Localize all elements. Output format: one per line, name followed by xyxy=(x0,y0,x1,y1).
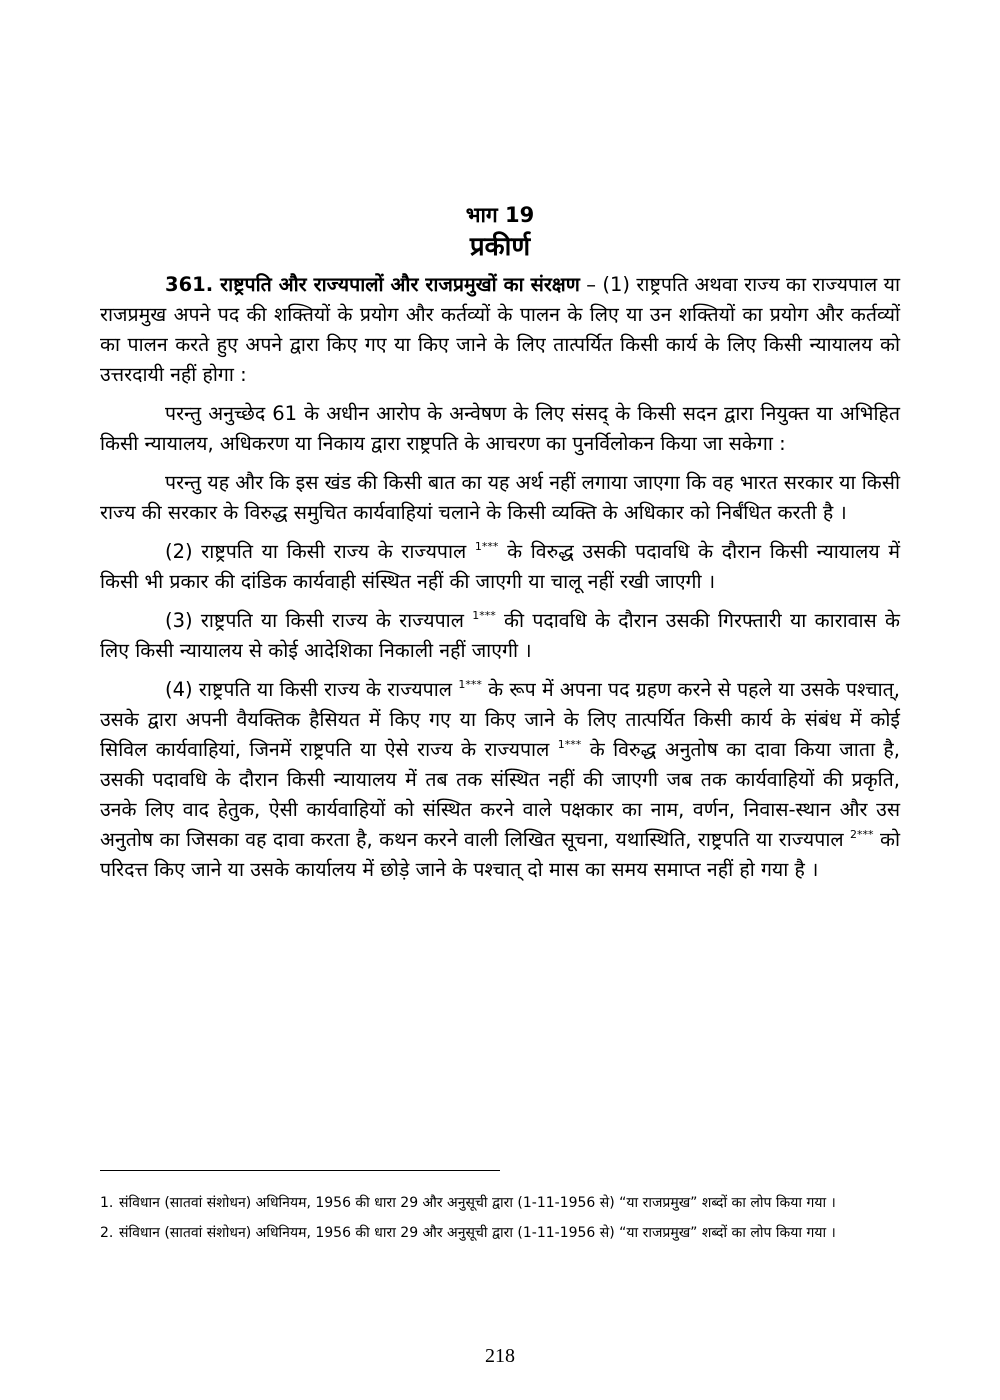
clause-4-text-a: (4) राष्ट्रपति या किसी राज्य के राज्यपाल xyxy=(165,678,459,701)
clause-2-text-b: के विरुद्ध उसकी पदावधि के दौरान किसी न्यायालय में किसी भी प्रकार की दांडिक कार्यवाही संस्थित नहीं की जाएगी या चालू नहीं रखी जाएगी । xyxy=(100,540,901,593)
document-body xyxy=(100,200,900,894)
clause-3 xyxy=(100,606,900,666)
part-number: भाग 19 xyxy=(465,203,535,227)
clause-3-text-a: (3) राष्ट्रपति या किसी राज्य के राज्यपाल xyxy=(165,609,473,632)
footnote-ref: 1*** xyxy=(557,738,582,751)
footnote-number: 1. xyxy=(100,1195,114,1211)
article-361-clause-1 xyxy=(100,270,900,390)
footnote-text: संविधान (सातवां संशोधन) अधिनियम, 1956 की धारा 29 और अनुसूची द्वारा (1-11-1956 से) “या राजप्रमुख” शब्दों का लोप किया गया । xyxy=(119,1225,836,1241)
footnote-1 xyxy=(100,1190,900,1216)
part-title: प्रकीर्ण xyxy=(469,232,531,262)
clause-1-text: (1) राष्ट्रपति अथवा राज्य का राज्यपाल या राजप्रमुख अपने पद की शक्तियों के प्रयोग और कर्तव्यों के पालन के लिए या उन शक्तियों का प्रयोग और कर्तव्यों का पालन करते हुए अपने द्वारा किए गए या किए जाने के लिए तात्पर्यित किसी कार्य के लिए किसी न्यायालय को उत्तरदायी नहीं होगा : xyxy=(100,273,900,386)
proviso-1: परन्तु अनुच्छेद 61 के अधीन आरोप के अन्वेषण के लिए संसद् के किसी सदन द्वारा नियुक्त या अभिहित किसी न्यायालय, अधिकरण या निकाय द्वारा राष्ट्रपति के आचरण का पुनर्विलोकन किया जा सकेगा : xyxy=(100,402,900,455)
heading-dash: – xyxy=(579,273,603,296)
footnote-2 xyxy=(100,1220,900,1246)
clause-4-text-b: के रूप में अपना पद ग्रहण करने से पहले या उसके पश्चात्, उसके द्वारा अपनी वैयक्तिक हैसियत में किए गए या किए जाने के लिए तात्पर्यित किसी कार्य के संबंध में कोई सिविल कार्यवाहियां, जिनमें राष्ट्रपति या ऐसे राज्य के राज्यपाल xyxy=(100,678,900,761)
footnote-ref: 2*** xyxy=(850,828,874,841)
clause-2-text-a: (2) राष्ट्रपति या किसी राज्य के राज्यपाल xyxy=(165,540,475,563)
footnote-text: संविधान (सातवां संशोधन) अधिनियम, 1956 की धारा 29 और अनुसूची द्वारा (1-11-1956 से) “या राजप्रमुख” शब्दों का लोप किया गया । xyxy=(119,1195,836,1211)
clause-4 xyxy=(100,675,900,885)
clause-2 xyxy=(100,537,900,597)
footnote-ref: 1*** xyxy=(472,609,496,622)
proviso-2: परन्तु यह और कि इस खंड की किसी बात का यह अर्थ नहीं लगाया जाएगा कि वह भारत सरकार या किसी राज्य की सरकार के विरुद्ध समुचित कार्यवाहियां चलाने के किसी व्यक्ति के अधिकार को निर्बंधित करती है । xyxy=(100,471,900,524)
footnote-divider xyxy=(100,1170,500,1171)
page-number: 218 xyxy=(485,1345,515,1367)
clause-3-text-b: की पदावधि के दौरान उसकी गिरफ्तारी या कारावास के लिए किसी न्यायालय से कोई आदेशिका निकाली नहीं जाएगी । xyxy=(100,609,900,662)
clause-4-text-c: के विरुद्ध अनुतोष का दावा किया जाता है, उसकी पदावधि के दौरान किसी न्यायालय में तब तक संस्थित नहीं की जाएगी जब तक कार्यवाहियों की प्रकृति, उनके लिए वाद हेतुक, ऐसी कार्यवाहियों को संस्थित करने वाले पक्षकार का नाम, वर्णन, निवास-स्थान और उस अनुतोष का जिसका वह दावा करता है, कथन करने वाली लिखित सूचना, यथास्थिति, राष्ट्रपति या राज्यपाल xyxy=(100,738,900,851)
footnote-ref: 1*** xyxy=(474,540,499,553)
footnotes xyxy=(100,1190,900,1250)
footnote-ref: 1*** xyxy=(458,678,482,691)
clause-4-text-d: को परिदत्त किए जाने या उसके कार्यालय में छोड़े जाने के पश्चात् दो मास का समय समाप्त नहीं हो गया है । xyxy=(100,828,900,881)
footnote-number: 2. xyxy=(100,1225,114,1241)
article-heading: 361. राष्ट्रपति और राज्यपालों और राजप्रमुखों का संरक्षण xyxy=(165,273,580,296)
